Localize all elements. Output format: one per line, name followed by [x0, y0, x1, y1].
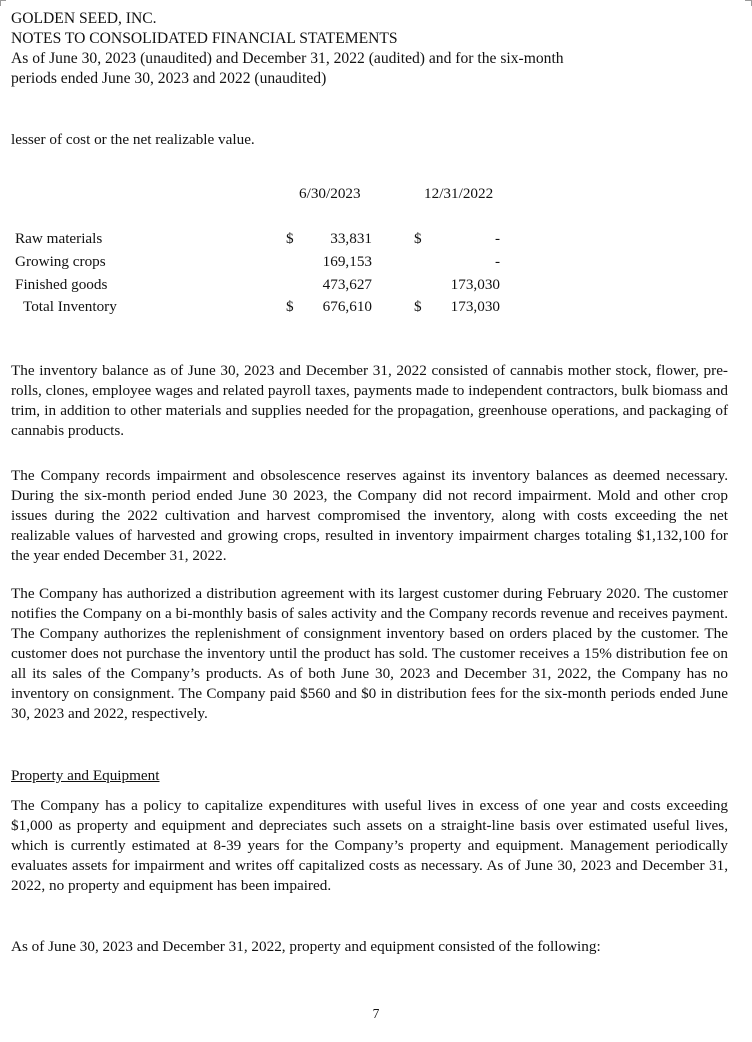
value-cell: -: [494, 230, 500, 247]
currency-symbol: $: [414, 230, 422, 247]
value-cell: 173,030: [450, 276, 500, 293]
value-cell: 173,030: [450, 298, 500, 315]
company-name: GOLDEN SEED, INC.: [11, 10, 157, 27]
row-label: Finished goods: [15, 276, 108, 293]
row-label-total: Total Inventory: [23, 298, 117, 315]
row-label: Growing crops: [15, 253, 106, 270]
document-title: NOTES TO CONSOLIDATED FINANCIAL STATEMENTS: [11, 30, 398, 47]
column-header: 6/30/2023: [299, 185, 361, 202]
period-line: As of June 30, 2023 (unaudited) and December 31, 2022 (audited) and for the six-month: [11, 50, 564, 67]
row-label: Raw materials: [15, 230, 103, 247]
inventory-paragraph: The inventory balance as of June 30, 2023 and December 31, 2022 consisted of cannabis mother stock, flower, pre-rolls, clones, employee wages and related payroll taxes, payments made to independent contractors, bulk biomass and trim, in addition to other materials and supplies needed for the propagation, greenhouse operations, and packaging of cannabis products.: [11, 362, 728, 439]
property-equipment-paragraph: The Company has a policy to capitalize expenditures with useful lives in excess of one year and costs exceeding $1,000 as property and equipment and depreciates such assets on a straight-line basis over estimated useful lives, which is currently estimated at 8-39 years for the Company’s property and equipment. Management periodically evaluates assets for impairment and writes off capitalized costs as necessary. As of June 30, 2023 and December 31, 2022, no property and equipment has been impaired.: [11, 797, 728, 894]
property-equipment-intro: As of June 30, 2023 and December 31, 2022, property and equipment consisted of the following:: [11, 938, 601, 955]
period-line: periods ended June 30, 2023 and 2022 (unaudited): [11, 70, 327, 87]
intro-text: lesser of cost or the net realizable value.: [11, 131, 255, 148]
page-corner-mark: [745, 0, 752, 6]
document-header: [11, 9, 731, 89]
value-cell: 33,831: [330, 230, 372, 247]
value-cell: 676,610: [322, 298, 372, 315]
page-corner-mark: [0, 0, 6, 6]
value-cell: -: [494, 253, 500, 270]
impairment-paragraph: The Company records impairment and obsolescence reserves against its inventory balances as deemed necessary. During the six-month period ended June 30 2023, the Company did not record impairment. Mold and other crop issues during the 2022 cultivation and harvest compromised the inventory, along with costs exceeding the net realizable values of harvested and growing crops, resulted in inventory impairment charges totaling $1,132,100 for the year ended December 31, 2022.: [11, 467, 728, 564]
value-cell: 473,627: [322, 276, 372, 293]
currency-symbol: $: [286, 230, 294, 247]
currency-symbol: $: [414, 298, 422, 315]
currency-symbol: $: [286, 298, 294, 315]
page-number: 7: [372, 1006, 380, 1021]
distribution-paragraph: The Company has authorized a distribution agreement with its largest customer during February 2020. The customer notifies the Company on a bi-monthly basis of sales activity and the Company records revenue and receives payment. The Company authorizes the replenishment of consignment inventory based on orders placed by the customer. The customer does not purchase the inventory until the product has sold. The customer receives a 15% distribution fee on all its sales of the Company’s products. As of both June 30, 2023 and December 31, 2022, the Company has no inventory on consignment. The Company paid $560 and $0 in distribution fees for the six-month periods ended June 30, 2023 and 2022, respectively.: [11, 585, 728, 722]
column-header: 12/31/2022: [424, 185, 494, 202]
section-heading: Property and Equipment: [11, 767, 160, 784]
value-cell: 169,153: [322, 253, 372, 270]
